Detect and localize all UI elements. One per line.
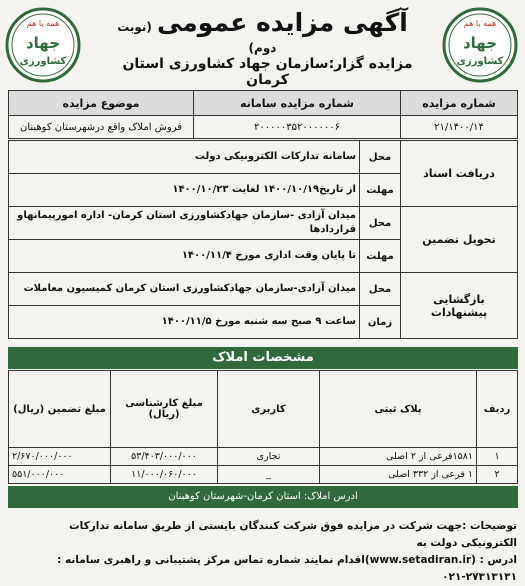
property-address-bar: ادرس املاک: استان کرمان-شهرستان کوهبنان: [8, 486, 518, 508]
guarantee-amount: ۲/۶۷۰/۰۰۰/۰۰۰: [9, 448, 111, 466]
row-number: ۲: [477, 466, 518, 484]
logo-word-jihad: جهاد: [25, 34, 61, 52]
logo-emblem-icon: [441, 6, 519, 84]
opening-place-row: [9, 273, 518, 306]
logo-top-text: همه با هم: [26, 19, 60, 28]
usage: _: [218, 466, 320, 484]
receive-place: سامانه تدارکات الکترونیکی دولت: [9, 141, 360, 174]
deadline-label: مهلت: [360, 174, 401, 207]
guarantee-deadline: تا پایان وقت اداری مورخ ۱۴۰۰/۱۱/۴: [9, 240, 360, 273]
receive-documents-label: دریافت اسناد: [401, 141, 518, 207]
appraisal-amount: ۵۳/۴۰۳/۰۰۰/۰۰۰: [111, 448, 218, 466]
usage: تجاری: [218, 448, 320, 466]
logo-emblem-icon: [4, 6, 82, 84]
jihad-agriculture-logo-right: [441, 6, 519, 84]
table-row: [9, 448, 518, 466]
appraisal-amount: ۱۱/۰۰۰/۰۶۰/۰۰۰: [111, 466, 218, 484]
place-label: محل: [360, 207, 401, 240]
header-usage: کاربری: [218, 371, 320, 448]
logo-top-text: همه با هم: [463, 19, 497, 28]
properties-section-title: مشخصات املاک: [8, 347, 518, 369]
notice-round: (نوبت دوم): [117, 20, 277, 55]
table-row: [9, 466, 518, 484]
logo-word-agriculture: کشاورزی: [456, 56, 504, 67]
jihad-agriculture-logo-left: [4, 6, 82, 84]
receive-place-row: [9, 141, 518, 174]
logo-word-jihad: جهاد: [462, 34, 498, 52]
header-row-number: ردیف: [477, 371, 518, 448]
notes-line-1: توضیحات :جهت شرکت در مزایده فوق شرکت کنندگان بایستی از طریق سامانه تدارکات الکترونیکی دولت به: [69, 520, 517, 549]
logo-word-agriculture: کشاورزی: [19, 56, 67, 67]
auction-subject: فروش املاک واقع درشهرستان کوهبنان: [9, 116, 194, 139]
guarantee-place: میدان آزادی -سازمان جهادکشاورزی استان کرمان- اداره امورپیمانهاو قراردادها: [9, 207, 360, 240]
place-label: محل: [360, 141, 401, 174]
header-plaque: پلاک ثبتی: [320, 371, 477, 448]
guarantee-amount: ۵۵۱/۰۰۰/۰۰۰: [9, 466, 111, 484]
info-header-row: [9, 91, 518, 116]
notice-heading: [110, 8, 415, 56]
header-appraisal: مبلغ کارشناسی (ریال): [111, 371, 218, 448]
guarantee-place-row: [9, 207, 518, 240]
organizer-line: مزایده گزار:سازمان جهاد کشاورزی استان کرمان: [122, 56, 413, 88]
schedule-table: [8, 140, 518, 339]
auction-info-table: [8, 90, 518, 139]
bid-opening-label: بازگشایی پیشنهادات: [401, 273, 518, 339]
plaque-number: ۱۵۸۱فرعی از ۲ اصلی: [320, 448, 477, 466]
header-subject: موضوع مزایده: [9, 91, 194, 116]
properties-header-row: [9, 371, 518, 448]
deadline-label: مهلت: [360, 240, 401, 273]
notice-title: آگهی مزایده عمومی: [157, 8, 408, 37]
opening-place: میدان آزادی-سازمان جهادکشاورزی استان کرمان کمیسیون معاملات: [9, 273, 360, 306]
guarantee-delivery-label: تحویل تضمین: [401, 207, 518, 273]
notes-line-2: ادرس : (www.setadiran.ir)اقدام نمایند شماره تماس مرکز پشتیبانی و راهبری سامانه : ۲۷۳۱۳۱۳۱-۰۲۱: [57, 554, 517, 583]
opening-time: ساعت ۹ صبح سه شنبه مورخ ۱۴۰۰/۱۱/۵: [9, 306, 360, 339]
header-auction-number: شماره مزایده: [401, 91, 518, 116]
place-label: محل: [360, 273, 401, 306]
time-label: زمان: [360, 306, 401, 339]
row-number: ۱: [477, 448, 518, 466]
properties-table: [8, 370, 518, 484]
receive-deadline: از تاریخ۱۴۰۰/۱۰/۱۹ لغایت ۱۴۰۰/۱۰/۲۳: [9, 174, 360, 207]
info-value-row: [9, 116, 518, 139]
auction-number: ۲۱/۱۴۰۰/۱۴: [401, 116, 518, 139]
system-auction-number: ۲۰۰۰۰۰۳۵۲۰۰۰۰۰۰۶: [194, 116, 401, 139]
header-guarantee: مبلغ تضمین (ریال): [9, 371, 111, 448]
header-system-number: شماره مزایده سامانه: [194, 91, 401, 116]
plaque-number: ۱ فرعی از ۳۳۲ اصلی: [320, 466, 477, 484]
